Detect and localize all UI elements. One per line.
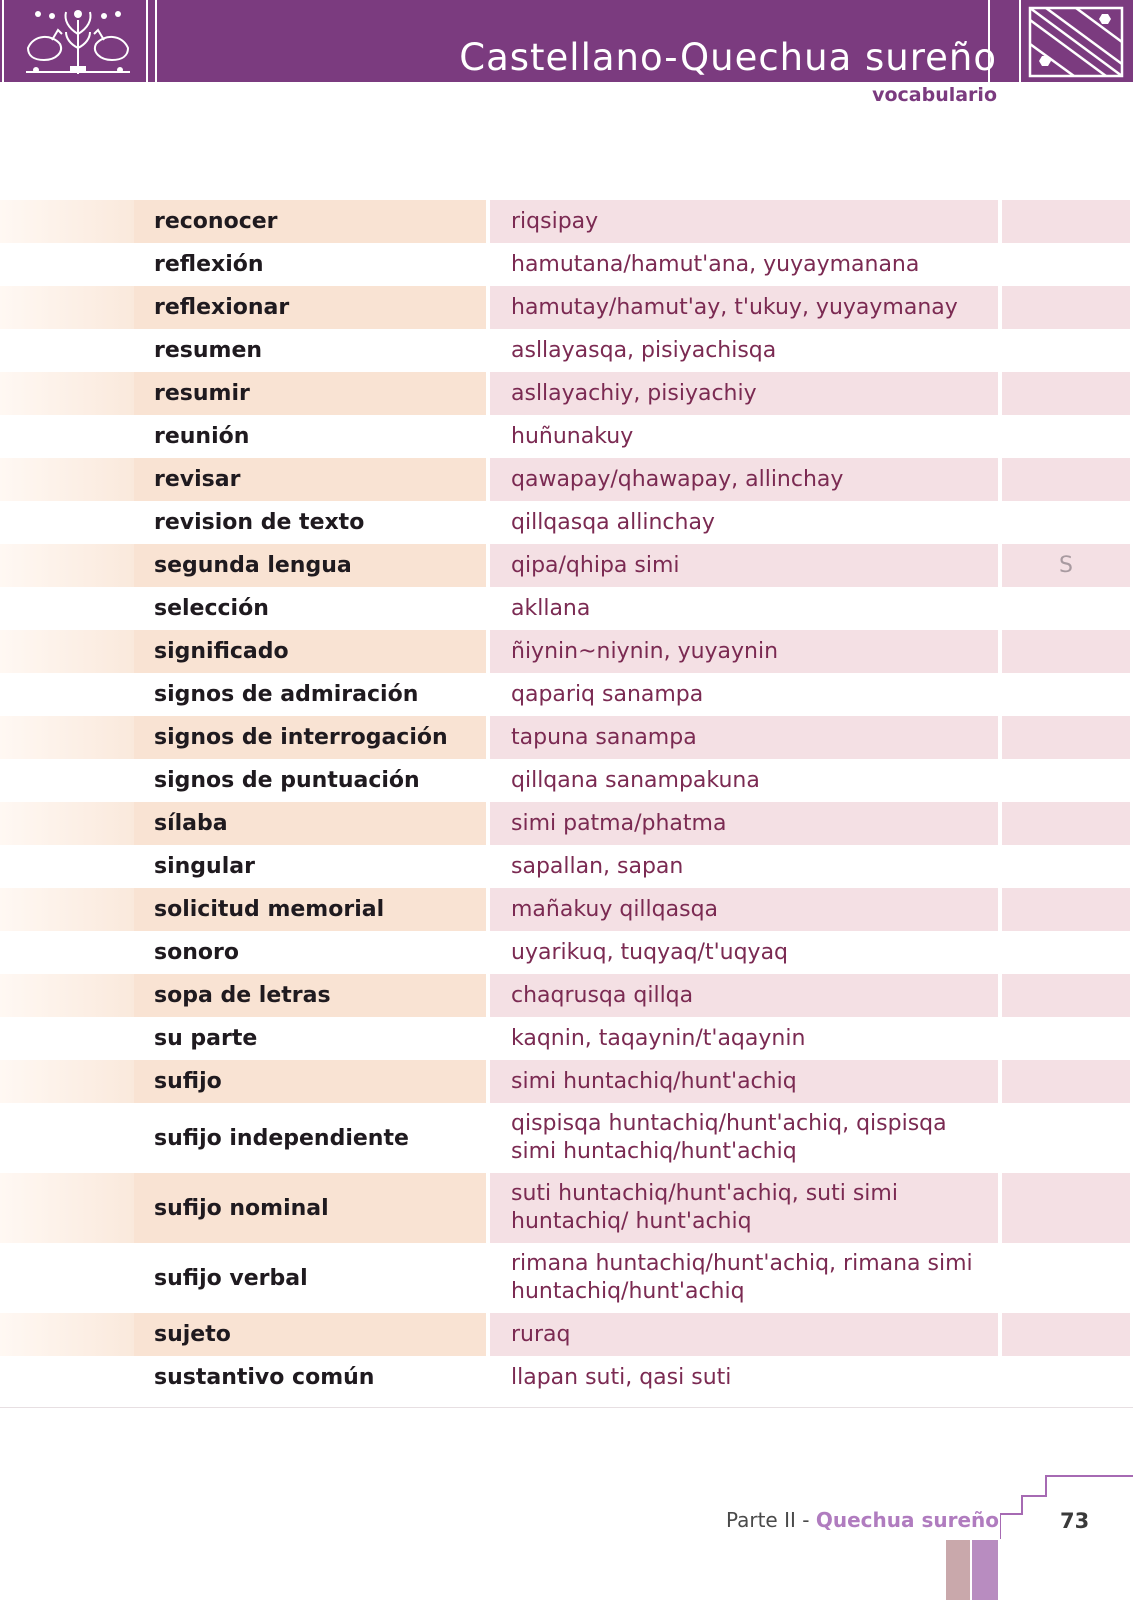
section-letter — [1002, 458, 1130, 501]
row-margin-cell — [0, 759, 134, 802]
section-letter — [1002, 673, 1130, 716]
header-divider — [1019, 0, 1021, 82]
quechua-translation: qawapay/qhawapay, allinchay — [490, 458, 998, 501]
row-margin-cell — [0, 802, 134, 845]
quechua-translation: simi huntachiq/hunt'achiq — [490, 1060, 998, 1103]
section-letter — [1002, 1243, 1130, 1313]
row-margin-cell — [0, 544, 134, 587]
row-margin-cell — [0, 200, 134, 243]
quechua-translation: hamutana/hamut'ana, yuyaymanana — [511, 251, 920, 277]
row-margin-cell — [0, 716, 134, 759]
row-margin-cell — [0, 931, 134, 974]
spanish-term: reflexionar — [134, 286, 486, 329]
section-letter — [1002, 372, 1130, 415]
quechua-translation: suti huntachiq/hunt'achiq, suti simi huntachiq/ hunt'achiq — [490, 1173, 998, 1243]
row-margin-cell — [0, 1103, 134, 1173]
row-margin-cell — [0, 1313, 134, 1356]
header-divider — [2, 0, 4, 82]
spanish-term: reconocer — [134, 200, 486, 243]
spanish-term: sonoro — [154, 940, 239, 965]
quechua-translation: asllayasqa, pisiyachisqa — [511, 337, 777, 363]
footer-section-label — [726, 1508, 999, 1532]
spanish-term: significado — [134, 630, 486, 673]
table-row — [0, 329, 1133, 372]
section-letter — [1002, 1103, 1130, 1173]
section-letter — [1002, 630, 1130, 673]
quechua-translation: sapallan, sapan — [511, 853, 684, 879]
table-row — [0, 716, 1133, 759]
row-margin-cell — [0, 243, 134, 286]
section-letter — [1002, 1356, 1130, 1399]
quechua-translation: uyarikuq, tuqyaq/t'uqyaq — [511, 939, 789, 965]
table-row — [0, 286, 1133, 329]
row-margin-cell — [0, 587, 134, 630]
table-row — [0, 1060, 1133, 1103]
table-row — [0, 243, 1133, 286]
row-margin-cell — [0, 372, 134, 415]
section-letter — [1002, 587, 1130, 630]
table-row — [0, 630, 1133, 673]
row-margin-cell — [0, 1173, 134, 1243]
page-subtitle: vocabulario — [872, 84, 997, 106]
table-row — [0, 974, 1133, 1017]
table-row — [0, 759, 1133, 802]
spanish-term: solicitud memorial — [134, 888, 486, 931]
quechua-translation: chaqrusqa qillqa — [490, 974, 998, 1017]
table-row — [0, 1173, 1133, 1243]
table-row — [0, 845, 1133, 888]
table-row — [0, 888, 1133, 931]
table-row — [0, 458, 1133, 501]
row-margin-cell — [0, 329, 134, 372]
header-divider — [155, 0, 157, 82]
spanish-term: sustantivo común — [154, 1365, 375, 1390]
stair-ornament — [1000, 1468, 1133, 1600]
spanish-term: reunión — [154, 424, 250, 449]
section-letter — [1002, 802, 1130, 845]
section-letter — [1002, 1313, 1130, 1356]
row-margin-cell — [0, 673, 134, 716]
footer-separator: - — [802, 1508, 810, 1532]
row-margin-cell — [0, 630, 134, 673]
page-title: Castellano-Quechua sureño — [459, 36, 997, 79]
row-margin-cell — [0, 286, 134, 329]
section-letter — [1002, 200, 1130, 243]
footer-part-prefix: Parte II — [725, 1508, 796, 1532]
birds-textile-icon — [8, 4, 148, 80]
spanish-term: selección — [154, 596, 269, 621]
table-row — [0, 501, 1133, 544]
table-row — [0, 1313, 1133, 1356]
quechua-translation: hamutay/hamut'ay, t'ukuy, yuyaymanay — [490, 286, 998, 329]
quechua-translation: qapariq sanampa — [511, 681, 704, 707]
quechua-translation: qispisqa huntachiq/hunt'achiq, qispisqa simi huntachiq/hunt'achiq — [511, 1111, 947, 1164]
section-letter — [1002, 286, 1130, 329]
row-margin-cell — [0, 415, 134, 458]
quechua-translation: akllana — [511, 595, 591, 621]
quechua-translation: asllayachiy, pisiyachiy — [490, 372, 998, 415]
row-margin-cell — [0, 974, 134, 1017]
quechua-translation: mañakuy qillqasqa — [490, 888, 998, 931]
row-margin-cell — [0, 1243, 134, 1313]
section-letter — [1002, 1060, 1130, 1103]
table-row — [0, 1243, 1133, 1313]
table-row — [0, 802, 1133, 845]
section-letter — [1002, 888, 1130, 931]
table-row — [0, 544, 1133, 587]
row-margin-cell — [0, 458, 134, 501]
section-letter — [1002, 415, 1130, 458]
spanish-term: sujeto — [134, 1313, 486, 1356]
row-margin-cell — [0, 1060, 134, 1103]
geometric-textile-icon — [1024, 4, 1128, 80]
spanish-term: signos de interrogación — [134, 716, 486, 759]
spanish-term: sufijo verbal — [154, 1265, 308, 1291]
page-number: 73 — [1060, 1509, 1090, 1533]
spanish-term: su parte — [154, 1026, 258, 1051]
section-letter — [1002, 1173, 1130, 1243]
row-margin-cell — [0, 845, 134, 888]
footer-bar — [972, 1540, 998, 1600]
quechua-translation: rimana huntachiq/hunt'achiq, rimana simi huntachiq/hunt'achiq — [511, 1251, 973, 1304]
table-row — [0, 1103, 1133, 1173]
table-row — [0, 587, 1133, 630]
spanish-term: signos de admiración — [154, 682, 419, 707]
quechua-translation: simi patma/phatma — [490, 802, 998, 845]
section-letter — [1002, 329, 1130, 372]
section-letter — [1002, 1017, 1130, 1060]
spanish-term: segunda lengua — [134, 544, 486, 587]
spanish-term: sufijo — [134, 1060, 486, 1103]
spanish-term: resumir — [134, 372, 486, 415]
spanish-term: revisar — [134, 458, 486, 501]
spanish-term: resumen — [154, 338, 263, 363]
quechua-translation: huñunakuy — [511, 423, 634, 449]
table-bottom-rule — [0, 1407, 1133, 1408]
spanish-term: sufijo independiente — [154, 1125, 409, 1151]
footer-bar — [946, 1540, 970, 1600]
quechua-translation: kaqnin, taqaynin/t'aqaynin — [511, 1025, 806, 1051]
row-margin-cell — [0, 501, 134, 544]
section-letter: S — [1002, 544, 1130, 587]
vocabulary-table — [0, 200, 1133, 1399]
section-letter — [1002, 759, 1130, 802]
table-row — [0, 415, 1133, 458]
section-letter — [1002, 716, 1130, 759]
table-row — [0, 1017, 1133, 1060]
spanish-term: reflexión — [154, 252, 264, 277]
quechua-translation: qillqana sanampakuna — [511, 767, 760, 793]
spanish-term: signos de puntuación — [154, 768, 420, 793]
section-letter — [1002, 501, 1130, 544]
section-letter — [1002, 845, 1130, 888]
spanish-term: singular — [154, 854, 255, 879]
quechua-translation: ñiynin~niynin, yuyaynin — [490, 630, 998, 673]
row-margin-cell — [0, 1017, 134, 1060]
section-letter — [1002, 931, 1130, 974]
section-letter — [1002, 243, 1130, 286]
quechua-translation: riqsipay — [490, 200, 998, 243]
spanish-term: sopa de letras — [134, 974, 486, 1017]
quechua-translation: tapuna sanampa — [490, 716, 998, 759]
quechua-translation: llapan suti, qasi suti — [511, 1364, 732, 1390]
spanish-term: sufijo nominal — [134, 1173, 486, 1243]
table-row — [0, 1356, 1133, 1399]
quechua-translation: ruraq — [490, 1313, 998, 1356]
row-margin-cell — [0, 888, 134, 931]
quechua-translation: qillqasqa allinchay — [511, 509, 715, 535]
table-row — [0, 372, 1133, 415]
footer-part-name: Quechua sureño — [815, 1508, 999, 1532]
table-row — [0, 200, 1133, 243]
row-margin-cell — [0, 1356, 134, 1399]
spanish-term: revision de texto — [154, 510, 365, 535]
spanish-term: sílaba — [134, 802, 486, 845]
table-row — [0, 931, 1133, 974]
quechua-translation: qipa/qhipa simi — [490, 544, 998, 587]
table-row — [0, 673, 1133, 716]
section-letter — [1002, 974, 1130, 1017]
